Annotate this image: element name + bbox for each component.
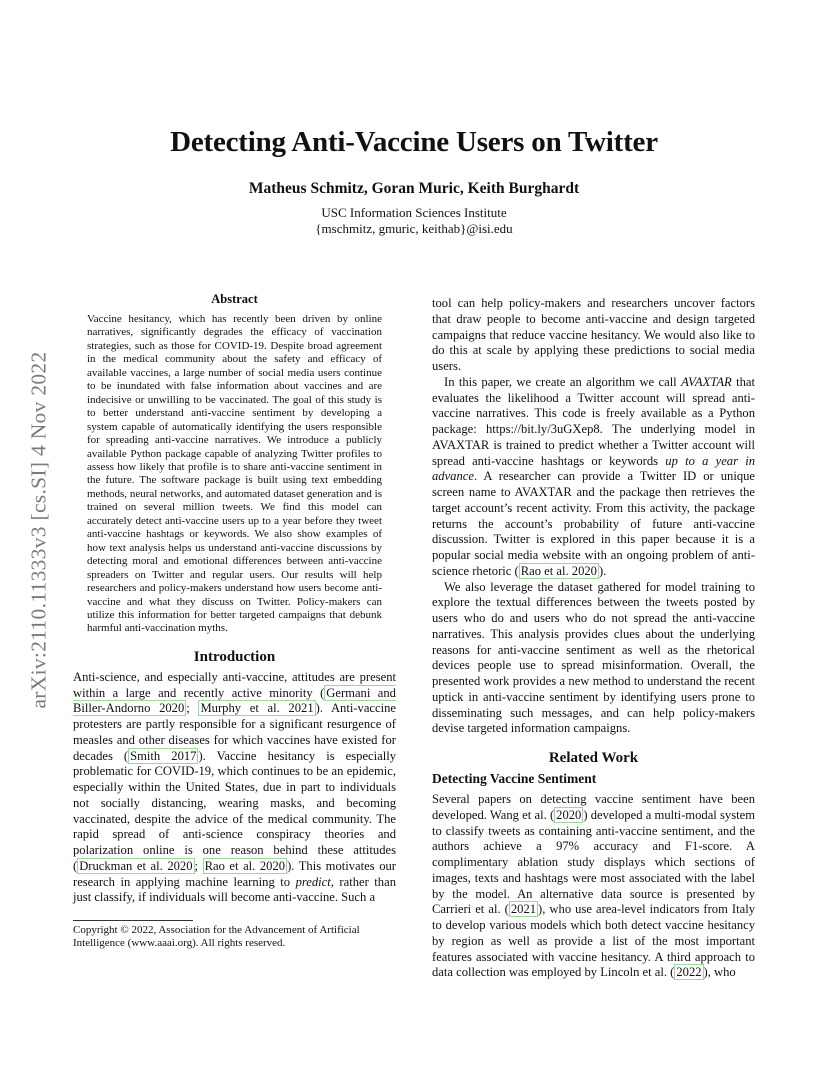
citation-carrieri[interactable]: 2021 — [510, 902, 537, 917]
author-list: Matheus Schmitz, Goran Muric, Keith Burghardt — [248, 180, 580, 197]
introduction-paragraph: Anti-science, and especially anti-vaccine, attitudes are present within a large and recently active minority ( Germani and Biller-Andorno 2020 ; Murphy et al. 2021 ). Anti-vaccine protesters are partly responsible for a significant resurgence of measles and other diseases for which vaccines have existed for decades ( Smith 2017 ). Vaccine hesitancy is especially problematic for COVID-19, which continues to be an epidemic, especially within the United States, due in part to individuals not socially distancing, wearing masks, and becoming vaccinated, despite the advice of the medical community. The rapid spread of anti-science conspiracy theories and polarization online is one reason behind these attitudes ( Druckman et al. 2020 ; Rao et al. 2020 ). This motivates our research in applying machine learning to predict, rather than just classify, if individuals will become anti-vaccine. Such a — [73, 669, 397, 905]
abstract-heading: Abstract — [211, 292, 258, 306]
citation-germani[interactable]: Germani and Biller-Andorno 2020 — [73, 685, 396, 716]
footnote-rule — [73, 920, 193, 921]
continued-paragraph: tool can help policy-makers and researchers uncover factors that draw people to become anti-vaccine and design targeted campaigns that reduce vaccine hesitancy. We would also like to do this at scale by applying these predictions to social media users. — [432, 296, 755, 373]
citation-lincoln[interactable]: 2022 — [676, 965, 702, 980]
dataset-paragraph: We also leverage the dataset gathered for model training to explore the textual differences between the tweets posted by users who do and users who do not spread the anti-vaccine narratives. This analysis provides clues about the underlying reasons for anti-vaccine sentiment as well as the rhetorical devices people use to spread misinformation. Overall, the presented work provides a new method to understand the recent uptick in anti-vaccine sentiment by identifying users prone to disseminating such messages, and can help policy-makers devise targeted information campaigns. — [432, 579, 755, 736]
copyright-footnote: Copyright © 2022, Association for the Advancement of Artificial Intelligence (www.aaai.org). All rights reserved. — [73, 924, 360, 950]
citation-smith[interactable]: Smith 2017 — [130, 748, 197, 763]
left-column — [73, 292, 396, 950]
citation-rao[interactable]: Rao et al. 2020 — [204, 858, 286, 873]
citation-wang[interactable]: 2020 — [556, 807, 582, 822]
citation-murphy[interactable]: Murphy et al. 2021 — [200, 701, 314, 716]
related-work-paragraph: Several papers on detecting vaccine sentiment have been developed. Wang et al. ( 2020 ) developed a multi-modal system to classify tweets as containing anti-vaccine sentiment, and the authors achieve a 97% accuracy and F1-score. A complimentary ablation study displays which sections of images, texts and hashtags were most associated with the label by the model. An alternative data source is presented by Carrieri et al. ( 2021 ), who use area-level indicators from Italy to develop various models which both detect vaccine hesitancy by region as well as provide a list of the most important features associated with vaccine hesitancy. A third approach to data collection was employed by Lincoln et al. ( 2022 ), who — [432, 792, 756, 980]
paper-title: Detecting Anti-Vaccine Users on Twitter — [170, 126, 658, 158]
related-work-heading: Related Work — [548, 750, 639, 766]
right-column — [432, 296, 755, 981]
introduction-heading: Introduction — [193, 648, 276, 665]
citation-druckman[interactable]: Druckman et al. 2020 — [79, 858, 193, 873]
abstract-text: Vaccine hesitancy, which has recently been driven by online narratives, significantly degrades the efficacy of vaccination strategies, such as those for COVID-19. Despite broad agreement in the medical community about the safety and efficacy of available vaccines, a large number of social media users continue to be inundated with false information about vaccines and are indecisive or unwilling to be vaccinated. The goal of this study is to better understand anti-vaccine sentiment by developing a system capable of automatically identifying the users responsible for spreading anti-vaccine narratives. We introduce a publicly available Python package capable of analyzing Twitter profiles to assess how likely that profile is to share anti-vaccine sentiment in the future. The software package is built using text embedding methods, neural networks, and automated dataset generation and is trained on several million tweets. We find this model can accurately detect anti-vaccine users up to a year before they tweet anti-vaccine hashtags or keywords. We also show examples of how text analysis helps us understand anti-vaccine discussions by detecting moral and emotional differences between anti-vaccine spreaders on Twitter and regular users. Our results will help researchers and policy-makers understand how users become anti-vaccine and what they discuss on Twitter. Policy-makers can utilize this information for better targeted campaigns that debunk harmful anti-vaccination myths. — [87, 313, 382, 635]
avaxtar-paragraph: In this paper, we create an algorithm we call AVAXTAR that evaluates the likelihood a Twitter account will spread anti-vaccine narratives. This code is freely available as a Python package: https://bit.ly/3uGXep8. The underlying model in AVAXTAR is trained to predict whether a Twitter account will spread anti-vaccine hashtags or keywords up to a year in advance. A researcher can provide a Twitter ID or unique screen name to AVAXTAR and the package then retrieves the target account’s recent activity. From this activity, the package returns the account’s probability of future anti-vaccine discussion. Twitter is explored in this paper because it is a popular social media website with an ongoing problem of anti-science rhetoric ( Rao et al. 2020 ). — [432, 374, 755, 578]
arxiv-identifier-text: arXiv:2110.11333v3 [cs.SI] 4 Nov 2022 — [26, 351, 51, 709]
detecting-sentiment-heading: Detecting Vaccine Sentiment — [432, 771, 597, 786]
author-emails: {mschmitz, gmuric, keithab}@isi.edu — [315, 221, 513, 236]
citation-rao[interactable]: Rao et al. 2020 — [520, 563, 597, 578]
affiliation-block — [0, 205, 828, 237]
affiliation: USC Information Sciences Institute — [321, 205, 507, 220]
arxiv-identifier — [14, 300, 64, 760]
